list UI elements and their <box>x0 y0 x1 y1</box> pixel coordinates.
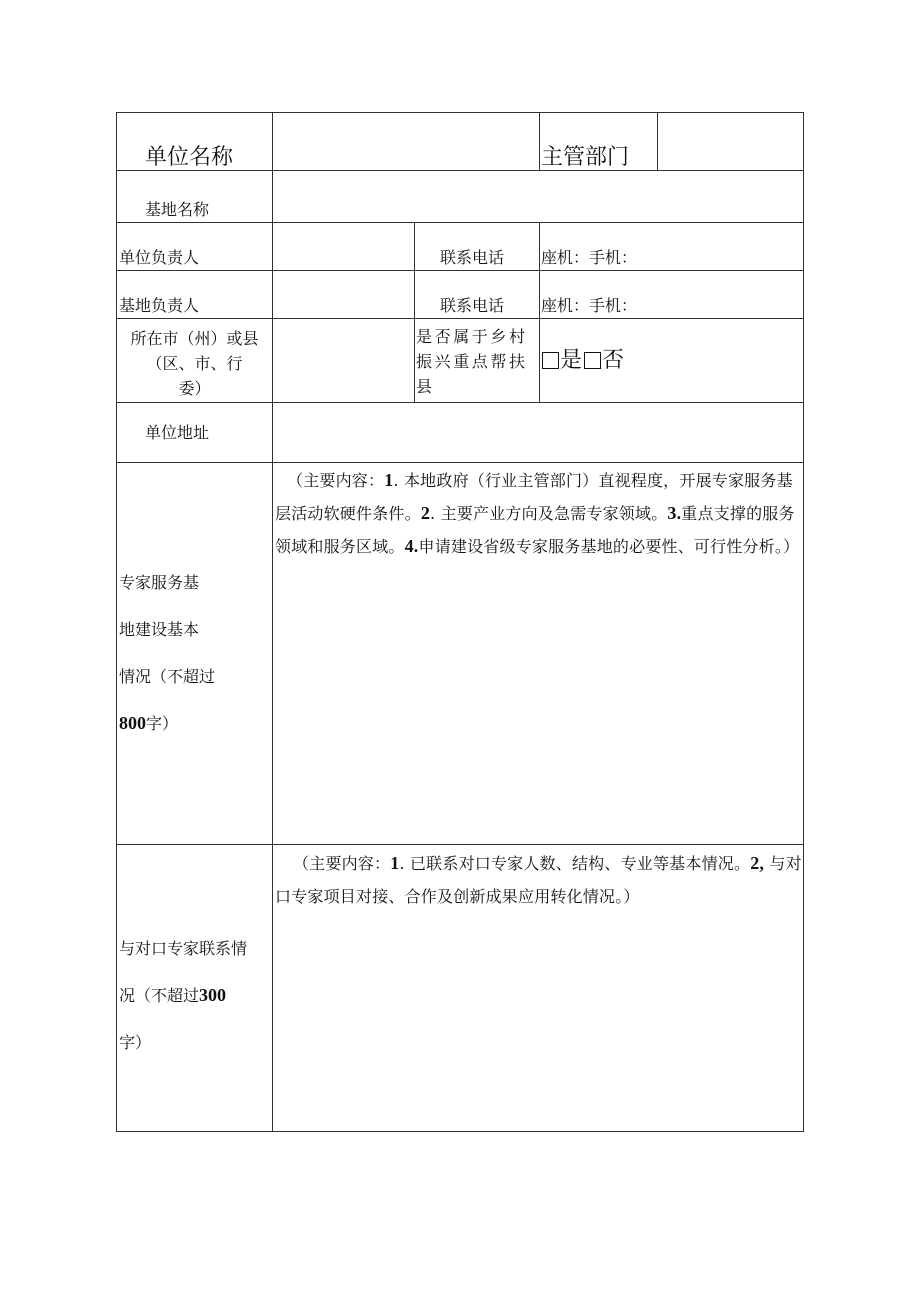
rural-yes-label: 是 <box>560 347 583 373</box>
basic-label-line2: 地建设基本 <box>119 620 200 639</box>
base-head-field[interactable] <box>273 271 415 319</box>
basic-label-line3: 情况（不超过 <box>119 667 216 686</box>
unit-phone-field[interactable]: 座机：手机： <box>541 248 638 267</box>
location-label-line1: 所在市（州）或县 <box>130 329 259 348</box>
supervisor-label-cell <box>540 113 658 171</box>
contact-situation-label-cell <box>117 845 273 1132</box>
location-label-cell <box>117 319 273 403</box>
unit-phone-label: 联系电话 <box>440 248 505 267</box>
basic-situation-field[interactable] <box>273 463 804 845</box>
unit-head-label-cell <box>117 223 273 271</box>
basic-situation-label-cell <box>117 463 273 845</box>
contact-situation-field[interactable] <box>273 845 804 1132</box>
address-label-cell <box>117 403 273 463</box>
base-phone-cell <box>540 271 804 319</box>
address-label: 单位地址 <box>145 422 210 442</box>
contact-label-line3: 字） <box>119 1033 152 1052</box>
supervisor-label: 主管部门 <box>541 145 630 170</box>
basic-label-line4: 字） <box>146 714 179 733</box>
contact-label-line1: 与对口专家联系情 <box>119 939 248 958</box>
supervisor-field[interactable] <box>658 113 804 171</box>
basic-label-line1: 专家服务基 <box>119 573 200 592</box>
unit-name-label-cell <box>117 113 273 171</box>
rural-label-line1: 是否属于乡村 <box>416 327 528 346</box>
rural-yes-checkbox[interactable] <box>542 352 559 369</box>
rural-label-cell <box>415 319 540 403</box>
contact-label-number: 300 <box>199 985 227 1005</box>
base-head-label: 基地负责人 <box>119 296 200 315</box>
basic-situation-note: （主要内容：1. 本地政府（行业主管部门）直视程度，开展专家服务基层活动软硬件条件。2. 主要产业方向及急需专家领域。3.重点支撑的服务领域和服务区域。4.申请建设省级专家服务基地的必要性、可行性分析。） <box>275 470 800 556</box>
base-name-label: 基地名称 <box>145 200 210 219</box>
base-name-label-cell <box>117 171 273 223</box>
unit-phone-cell <box>540 223 804 271</box>
rural-no-label: 否 <box>602 347 625 373</box>
rural-label-line3: 县 <box>416 377 435 396</box>
application-form-table <box>116 112 804 1132</box>
location-label-line2: （区、市、行 <box>146 354 243 373</box>
location-label-line3: 委） <box>178 379 211 398</box>
unit-head-field[interactable] <box>273 223 415 271</box>
rural-choice-cell <box>540 319 804 403</box>
base-name-field[interactable] <box>273 171 804 223</box>
base-head-label-cell <box>117 271 273 319</box>
base-phone-label-cell <box>415 271 540 319</box>
unit-phone-label-cell <box>415 223 540 271</box>
location-field[interactable] <box>273 319 415 403</box>
base-phone-field[interactable]: 座机：手机： <box>541 296 638 315</box>
unit-name-field[interactable] <box>273 113 540 171</box>
rural-no-checkbox[interactable] <box>584 352 601 369</box>
address-field[interactable] <box>273 403 804 463</box>
contact-situation-note: （主要内容：1. 已联系对口专家人数、结构、专业等基本情况。2, 与对口专家项目对接、合作及创新成果应用转化情况。） <box>275 853 802 906</box>
contact-label-line2: 况（不超过 <box>119 986 200 1005</box>
unit-head-label: 单位负责人 <box>119 248 200 267</box>
rural-label-line2: 振兴重点帮扶 <box>416 352 528 371</box>
basic-label-number: 800 <box>119 713 146 733</box>
unit-name-label: 单位名称 <box>145 145 234 170</box>
base-phone-label: 联系电话 <box>440 296 505 315</box>
